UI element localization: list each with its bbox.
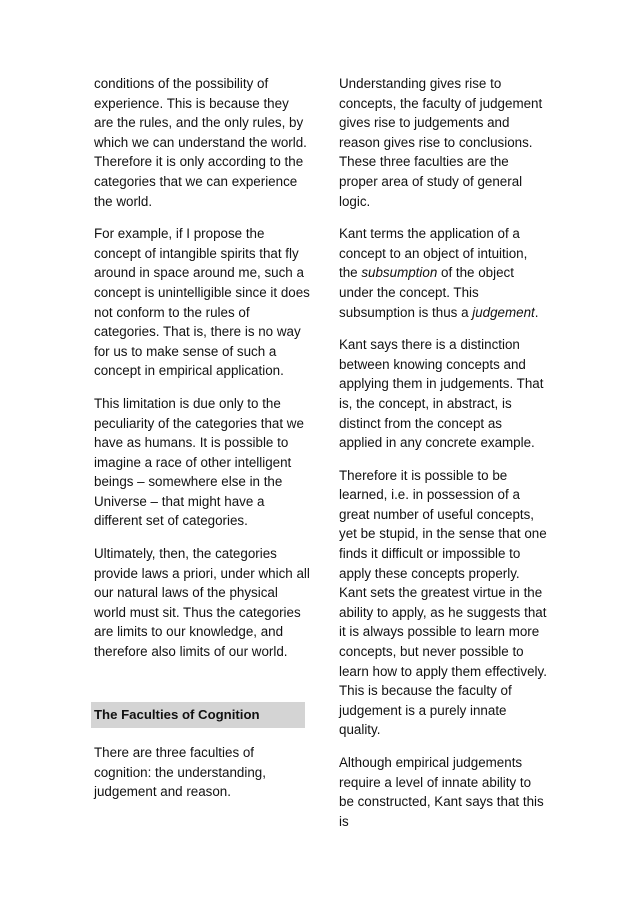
paragraph: Although empirical judgements require a level of innate ability to be constructed, Kant says that this is xyxy=(339,755,544,829)
left-column xyxy=(94,74,310,815)
text-run: . xyxy=(534,304,539,320)
paragraph: Therefore it is possible to be learned, i.e. in possession of a great number of useful concepts, yet be stupid, in the sense that one finds it difficult or impossible to apply these concepts properly. Kant sets the greatest virtue in the ability to apply, as he suggests that it is always possible to learn more concepts, but never possible to learn how to apply them effectively. This is because the faculty of judgement is a purely innate quality. xyxy=(339,467,547,738)
emphasis-subsumption: subsumption xyxy=(361,265,438,281)
paragraph: There are three faculties of cognition: the understanding, judgement and reason. xyxy=(94,745,266,800)
paragraph: For example, if I propose the concept of intangible spirits that fly around in space around me, such a concept is unintelligible since it does not conform to the rules of categories. That is, there is no way for us to make sense of such a concept in empirical application. xyxy=(94,226,310,379)
paragraph: conditions of the possibility of experience. This is because they are the rules, and the only rules, by which we can understand the world. Therefore it is only according to the categories that we can experience the world. xyxy=(94,76,307,209)
section-heading: The Faculties of Cognition xyxy=(91,702,305,729)
paragraph: This limitation is due only to the peculiarity of the categories that we have as humans. It is possible to imagine a race of other intelligent beings – somewhere else in the Universe – that might have a different set of categories. xyxy=(94,395,304,529)
spacer xyxy=(94,675,310,702)
emphasis-judgement: judgement xyxy=(472,304,535,320)
paragraph: Kant says there is a distinction between knowing concepts and applying them in judgements. That is, the concept, in abstract, is distinct from the concept as applied in any concrete example. xyxy=(339,337,544,451)
right-column xyxy=(339,74,547,844)
paragraph: Ultimately, then, the categories provide laws a priori, under which all our natural laws of the physical world must sit. Thus the categories are limits to our knowledge, and therefore also limits of our world. xyxy=(94,546,310,660)
text-run: of the object under the concept. This subsumption is thus a xyxy=(339,265,514,320)
paragraph-subsumption xyxy=(339,224,547,322)
text-run: Kant terms the application of a concept to an object of intuition, the xyxy=(339,226,528,281)
paragraph: Understanding gives rise to concepts, the faculty of judgement gives rise to judgements and reason gives rise to conclusions. These three faculties are the proper area of study of general logic. xyxy=(339,76,543,209)
